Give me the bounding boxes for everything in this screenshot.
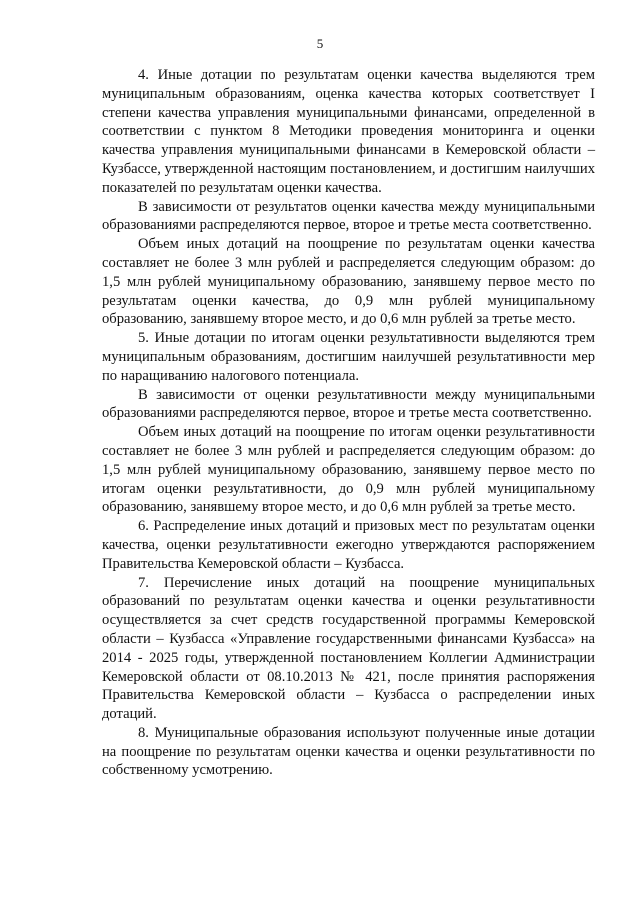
document-body: [102, 66, 595, 780]
paragraph-quality-amounts: Объем иных дотаций на поощрение по результатам оценки качества составляет не более 3 млн рублей и распределяется следующим образом: до 1,5 млн рублей муниципальному образованию, занявшему первое место по результатам оценки качества, до 0,9 млн рублей муниципальному образованию, занявшему второе место, и до 0,6 млн рублей за третье место.: [102, 236, 595, 328]
paragraph-effectiveness-amounts: Объем иных дотаций на поощрение по итогам оценки результативности составляет не более 3 млн рублей и распределяется следующим образом: до 1,5 млн рублей муниципальному образованию, занявшему первое место по итогам оценки результативности, до 0,9 млн рублей муниципальному образованию, занявшему второе место, и до 0,6 млн рублей за третье место.: [102, 424, 595, 516]
paragraph-effectiveness-places: В зависимости от оценки результативности между муниципальными образованиями распределяются первое, второе и третье места соответственно.: [102, 386, 595, 422]
paragraph-item-5: 5. Иные дотации по итогам оценки результативности выделяются трем муниципальным образованиям, достигшим наилучшей результативности мер по наращиванию налогового потенциала.: [102, 330, 595, 384]
paragraph-item-6: 6. Распределение иных дотаций и призовых мест по результатам оценки качества, оценки результативности ежегодно утверждаются распоряжением Правительства Кемеровской области – Кузбасса.: [102, 518, 595, 572]
page-number: 5: [316, 36, 324, 51]
paragraph-item-4: 4. Иные дотации по результатам оценки качества выделяются трем муниципальным образованиям, оценка качества которых соответствует I степени качества управления муниципальными финансами, определенной в соответствии с пунктом 8 Методики проведения мониторинга и оценки качества управления муниципальными финансами в Кемеровской области – Кузбассе, утвержденной настоящим постановлением, и достигшим наилучших показателей по результатам оценки качества.: [102, 67, 595, 196]
paragraph-quality-places: В зависимости от результатов оценки качества между муниципальными образованиями распределяются первое, второе и третье места соответственно.: [102, 198, 595, 234]
paragraph-item-8: 8. Муниципальные образования используют полученные иные дотации на поощрение по результатам оценки качества и оценки результативности по собственному усмотрению.: [102, 724, 595, 779]
paragraph-item-7: 7. Перечисление иных дотаций на поощрение муниципальных образований по результатам оценки качества и оценки результативности осуществляется за счет средств государственной программы Кемеровской области – Кузбасса «Управление государственными финансами Кузбасса» на 2014 - 2025 годы, утвержденной постановлением Коллегии Администрации Кемеровской области от 08.10.2013 № 421, после принятия распоряжения Правительства Кемеровской области – Кузбасса о распределении иных дотаций.: [102, 574, 595, 723]
